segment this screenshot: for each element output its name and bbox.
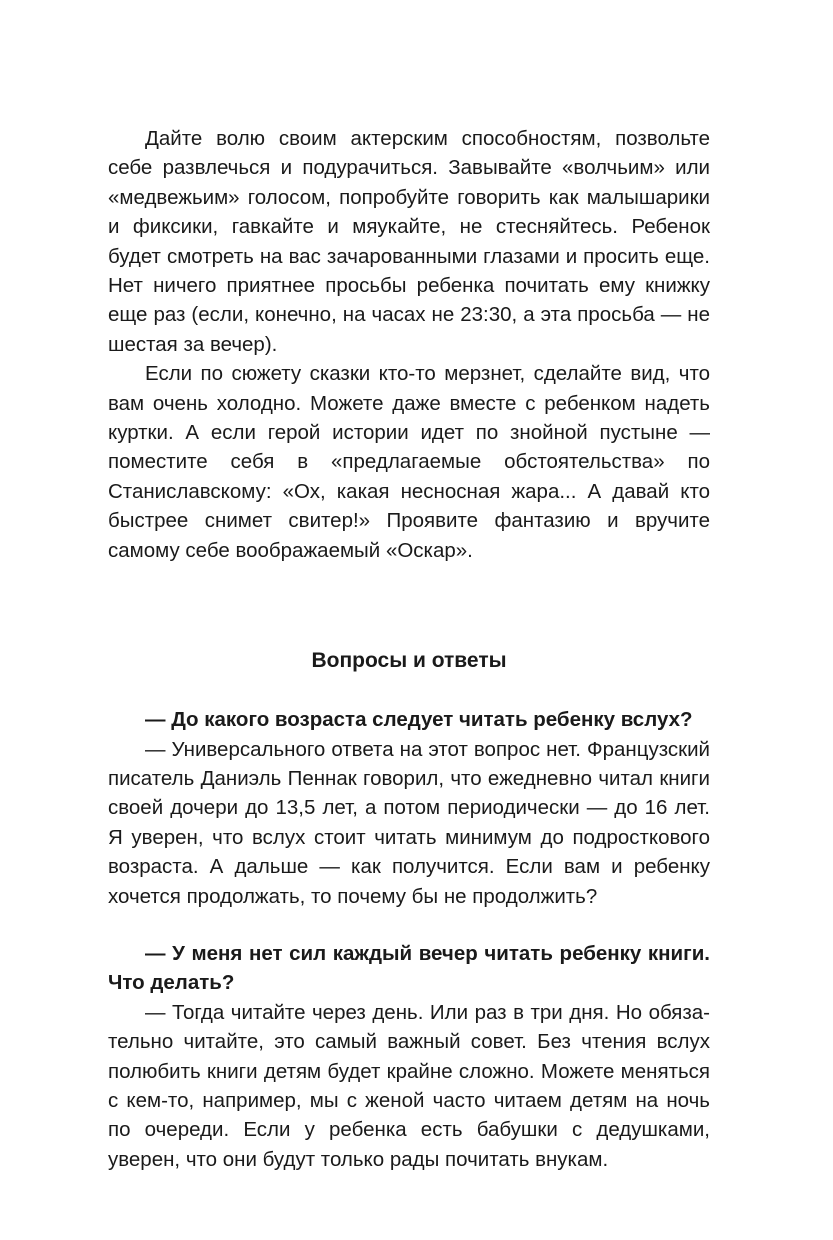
section-title: Вопросы и ответы (311, 649, 507, 673)
qa-item (108, 705, 710, 911)
paragraph-acting: Дайте волю своим актерским способностям, позвольте себе развлечься и подурачиться. Завывайте «волчьим» или «медвежьим» голосом, попробуйте говорить как малышарики и фиксики, гавкайте и мяукайте, не стесняйтесь. Ребенок будет смотреть на вас зачарованными глазами и просить еще. Нет ничего приятнее просьбы ребенка почитать ему книжку еще раз (если, конечно, на часах не 23:30, а эта просьба — не шестая за вечер). (108, 127, 710, 356)
paragraph-story-immersion: Если по сюжету сказки кто-то мерзнет, сделайте вид, что вам очень холодно. Можете даже вместе с ребенком надеть куртки. А если герой истории идет по знойной пустыне — поместите себя в «предлагаемые обстоятельства» по Станиславскому: «Ох, какая несносная жара... А давай кто быстрее снимет свитер!» Проявите фантазию и вручите самому себе воображаемый «Оскар». (108, 362, 710, 562)
qa-answer: — Универсального ответа на этот вопрос нет. Французский писатель Даниэль Пеннак говорил, что ежедневно читал книги своей дочери до 13,5 лет, а потом периодически — до 16 лет. Я уверен, что вслух стоит читать минимум до подросткового возраста. А дальше — как получится. Если вам и ребенку хочется продолжать, то почему бы не продолжить? (108, 737, 710, 908)
qa-question: — У меня нет сил каждый вечер читать ребенку книги. Что делать? (108, 941, 710, 995)
qa-answer: — Тогда читайте через день. Или раз в три дня. Но обязательно читайте, это самый важный совет. Без чтения вслух полюбить книги детям будет крайне сложно. Можете меняться с кем-то, например, мы с женой часто читаем детям на ночь по очереди. Если у ребенка есть бабушки с дедушками, уверен, что они будут только рады почитать внукам. (108, 1000, 710, 1171)
qa-item (108, 939, 710, 1174)
book-page (108, 124, 710, 1174)
qa-question: — До какого возраста следует читать ребенку вслух? (145, 708, 693, 732)
